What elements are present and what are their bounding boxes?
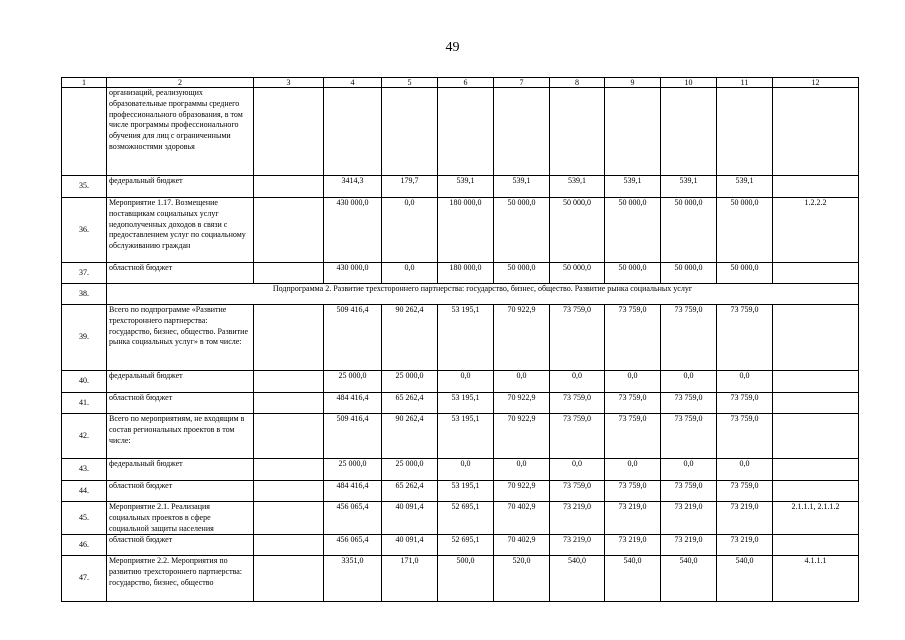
row-value: 3351,0 xyxy=(324,556,382,602)
row-name: Всего по подпрограмме «Развитие трехстороннего партнерства: государство, бизнес, общество. Развитие рынка социальных услуг» в том числе: xyxy=(107,305,254,371)
table-header-row xyxy=(62,78,859,88)
row-value: 0,0 xyxy=(717,371,773,393)
row-value: 73 759,0 xyxy=(550,393,605,414)
row-value: 73 759,0 xyxy=(661,481,717,502)
row-value: 73 759,0 xyxy=(661,414,717,459)
row-value: 50 000,0 xyxy=(494,263,550,284)
row-value: 53 195,1 xyxy=(438,393,494,414)
row-value: 73 219,0 xyxy=(717,535,773,556)
row-col3 xyxy=(254,481,324,502)
row-value: 539,1 xyxy=(605,176,661,198)
row-value: 50 000,0 xyxy=(494,198,550,263)
row-col3 xyxy=(254,371,324,393)
row-value: 90 262,4 xyxy=(382,414,438,459)
row-value: 73 759,0 xyxy=(605,414,661,459)
header-cell: 7 xyxy=(494,78,550,88)
row-value: 50 000,0 xyxy=(661,263,717,284)
table-row xyxy=(62,305,859,371)
row-value: 539,1 xyxy=(661,176,717,198)
row-value: 73 759,0 xyxy=(605,481,661,502)
row-col3 xyxy=(254,535,324,556)
row-value: 456 065,4 xyxy=(324,502,382,535)
header-cell: 10 xyxy=(661,78,717,88)
row-value: 53 195,1 xyxy=(438,305,494,371)
row-value: 70 402,9 xyxy=(494,502,550,535)
row-value: 73 219,0 xyxy=(550,502,605,535)
row-value: 539,1 xyxy=(717,176,773,198)
row-value: 73 759,0 xyxy=(717,481,773,502)
table-row xyxy=(62,535,859,556)
row-number: 36. xyxy=(62,198,107,263)
row-value: 180 000,0 xyxy=(438,198,494,263)
row-value: 0,0 xyxy=(605,371,661,393)
header-cell: 5 xyxy=(382,78,438,88)
row-col3 xyxy=(254,414,324,459)
table-row xyxy=(62,481,859,502)
header-cell: 1 xyxy=(62,78,107,88)
row-name: федеральный бюджет xyxy=(107,371,254,393)
row-value: 73 759,0 xyxy=(717,305,773,371)
row-value: 70 402,9 xyxy=(494,535,550,556)
row-value: 53 195,1 xyxy=(438,481,494,502)
row-value xyxy=(550,88,605,176)
row-value: 509 416,4 xyxy=(324,305,382,371)
row-number: 37. xyxy=(62,263,107,284)
table-row xyxy=(62,88,859,176)
row-value xyxy=(605,88,661,176)
row-value: 484 416,4 xyxy=(324,393,382,414)
row-value xyxy=(324,88,382,176)
row-value: 90 262,4 xyxy=(382,305,438,371)
row-value: 73 759,0 xyxy=(550,414,605,459)
row-number: 35. xyxy=(62,176,107,198)
row-name: областной бюджет xyxy=(107,263,254,284)
row-value: 50 000,0 xyxy=(550,263,605,284)
row-value: 73 759,0 xyxy=(661,393,717,414)
row-number: 43. xyxy=(62,459,107,481)
row-number: 42. xyxy=(62,414,107,459)
row-value: 73 759,0 xyxy=(661,305,717,371)
page-number: 49 xyxy=(445,40,460,55)
row-value: 50 000,0 xyxy=(550,198,605,263)
row-col3 xyxy=(254,263,324,284)
row-value: 73 219,0 xyxy=(605,535,661,556)
header-cell: 4 xyxy=(324,78,382,88)
row-value: 456 065,4 xyxy=(324,535,382,556)
row-name: организаций, реализующих образовательные программы среднего профессионального образования, в том числе программы профессионального обучения для лиц с ограниченными возможностями здоровья xyxy=(107,88,254,176)
row-col12 xyxy=(773,371,859,393)
row-value: 500,0 xyxy=(438,556,494,602)
row-col3 xyxy=(254,305,324,371)
row-value: 0,0 xyxy=(494,371,550,393)
row-value: 0,0 xyxy=(661,459,717,481)
table-row xyxy=(62,556,859,602)
row-name: Мероприятие 2.2. Мероприятия по развитию трехстороннего партнерства: государство, бизнес, общество xyxy=(107,556,254,602)
header-cell: 3 xyxy=(254,78,324,88)
row-value xyxy=(717,88,773,176)
row-value: 539,1 xyxy=(438,176,494,198)
row-col3 xyxy=(254,393,324,414)
row-value: 70 922,9 xyxy=(494,481,550,502)
table-row xyxy=(62,371,859,393)
table-row xyxy=(62,459,859,481)
row-value: 73 219,0 xyxy=(550,535,605,556)
table-row xyxy=(62,393,859,414)
row-number: 40. xyxy=(62,371,107,393)
row-value: 540,0 xyxy=(550,556,605,602)
table-row xyxy=(62,263,859,284)
row-value xyxy=(661,88,717,176)
table-row xyxy=(62,176,859,198)
row-value: 73 759,0 xyxy=(717,414,773,459)
header-cell: 11 xyxy=(717,78,773,88)
row-value: 73 759,0 xyxy=(550,481,605,502)
row-value: 50 000,0 xyxy=(605,198,661,263)
row-number: 47. xyxy=(62,556,107,602)
row-value: 540,0 xyxy=(605,556,661,602)
row-value: 73 759,0 xyxy=(605,305,661,371)
row-col12: 1.2.2.2 xyxy=(773,198,859,263)
row-name: областной бюджет xyxy=(107,393,254,414)
row-value xyxy=(438,88,494,176)
header-cell: 8 xyxy=(550,78,605,88)
row-value: 65 262,4 xyxy=(382,481,438,502)
row-value: 540,0 xyxy=(661,556,717,602)
row-value: 73 759,0 xyxy=(550,305,605,371)
table-body xyxy=(62,78,859,602)
row-number: 41. xyxy=(62,393,107,414)
row-col12 xyxy=(773,305,859,371)
row-value: 50 000,0 xyxy=(717,198,773,263)
row-col12: 4.1.1.1 xyxy=(773,556,859,602)
row-value xyxy=(494,88,550,176)
row-value: 70 922,9 xyxy=(494,414,550,459)
row-col12 xyxy=(773,393,859,414)
row-value: 539,1 xyxy=(550,176,605,198)
row-name: федеральный бюджет xyxy=(107,176,254,198)
row-value: 40 091,4 xyxy=(382,502,438,535)
row-value: 0,0 xyxy=(661,371,717,393)
row-number xyxy=(62,88,107,176)
row-value: 65 262,4 xyxy=(382,393,438,414)
row-name: федеральный бюджет xyxy=(107,459,254,481)
row-value: 430 000,0 xyxy=(324,263,382,284)
row-value: 73 759,0 xyxy=(605,393,661,414)
row-col3 xyxy=(254,502,324,535)
row-value: 0,0 xyxy=(438,371,494,393)
row-number: 38. xyxy=(62,284,107,305)
row-value: 0,0 xyxy=(382,263,438,284)
row-value: 50 000,0 xyxy=(605,263,661,284)
row-col12 xyxy=(773,88,859,176)
row-col12 xyxy=(773,481,859,502)
row-value: 52 695,1 xyxy=(438,535,494,556)
row-value: 73 759,0 xyxy=(717,393,773,414)
row-value: 0,0 xyxy=(717,459,773,481)
row-value: 73 219,0 xyxy=(661,535,717,556)
header-cell: 2 xyxy=(107,78,254,88)
row-col12 xyxy=(773,459,859,481)
row-value: 0,0 xyxy=(438,459,494,481)
row-value: 0,0 xyxy=(382,198,438,263)
row-col12: 2.1.1.1, 2.1.1.2 xyxy=(773,502,859,535)
budget-table xyxy=(61,77,859,602)
row-number: 39. xyxy=(62,305,107,371)
row-col12 xyxy=(773,176,859,198)
row-number: 45. xyxy=(62,502,107,535)
row-value: 171,0 xyxy=(382,556,438,602)
header-cell: 6 xyxy=(438,78,494,88)
row-value: 430 000,0 xyxy=(324,198,382,263)
row-name: областной бюджет xyxy=(107,481,254,502)
row-name: Мероприятие 2.1. Реализация социальных проектов в сфере социальной защиты населения xyxy=(107,502,254,535)
row-value: 539,1 xyxy=(494,176,550,198)
row-name: Мероприятие 1.17. Возмещение поставщикам социальных услуг недополученных доходов в связи с предоставлением услуг по социальному обслуживанию граждан xyxy=(107,198,254,263)
subprogram-title: Подпрограмма 2. Развитие трехстороннего партнерства: государство, бизнес, общество. Развитие рынка социальных услуг xyxy=(107,284,859,305)
header-cell: 9 xyxy=(605,78,661,88)
row-value: 0,0 xyxy=(550,371,605,393)
row-col3 xyxy=(254,88,324,176)
row-col12 xyxy=(773,414,859,459)
table-row xyxy=(62,502,859,535)
row-value: 25 000,0 xyxy=(324,371,382,393)
row-name: областной бюджет xyxy=(107,535,254,556)
row-value: 25 000,0 xyxy=(324,459,382,481)
table-row xyxy=(62,414,859,459)
header-cell: 12 xyxy=(773,78,859,88)
row-name: Всего по мероприятиям, не входящим в состав региональных проектов в том числе: xyxy=(107,414,254,459)
row-value: 0,0 xyxy=(605,459,661,481)
row-value: 0,0 xyxy=(494,459,550,481)
row-value: 70 922,9 xyxy=(494,305,550,371)
row-value: 53 195,1 xyxy=(438,414,494,459)
row-value: 25 000,0 xyxy=(382,371,438,393)
row-value: 70 922,9 xyxy=(494,393,550,414)
row-value xyxy=(382,88,438,176)
row-value: 50 000,0 xyxy=(661,198,717,263)
row-col3 xyxy=(254,198,324,263)
row-value: 25 000,0 xyxy=(382,459,438,481)
row-value: 50 000,0 xyxy=(717,263,773,284)
subprogram-row xyxy=(62,284,859,305)
row-value: 40 091,4 xyxy=(382,535,438,556)
row-col12 xyxy=(773,535,859,556)
row-value: 520,0 xyxy=(494,556,550,602)
row-value: 73 219,0 xyxy=(605,502,661,535)
row-number: 44. xyxy=(62,481,107,502)
row-value: 179,7 xyxy=(382,176,438,198)
row-col3 xyxy=(254,459,324,481)
row-value: 180 000,0 xyxy=(438,263,494,284)
row-value: 73 219,0 xyxy=(717,502,773,535)
row-col3 xyxy=(254,176,324,198)
row-value: 3414,3 xyxy=(324,176,382,198)
table-row xyxy=(62,198,859,263)
row-col3 xyxy=(254,556,324,602)
row-number: 46. xyxy=(62,535,107,556)
row-value: 0,0 xyxy=(550,459,605,481)
row-value: 52 695,1 xyxy=(438,502,494,535)
row-value: 509 416,4 xyxy=(324,414,382,459)
row-col12 xyxy=(773,263,859,284)
row-value: 540,0 xyxy=(717,556,773,602)
row-value: 73 219,0 xyxy=(661,502,717,535)
row-value: 484 416,4 xyxy=(324,481,382,502)
